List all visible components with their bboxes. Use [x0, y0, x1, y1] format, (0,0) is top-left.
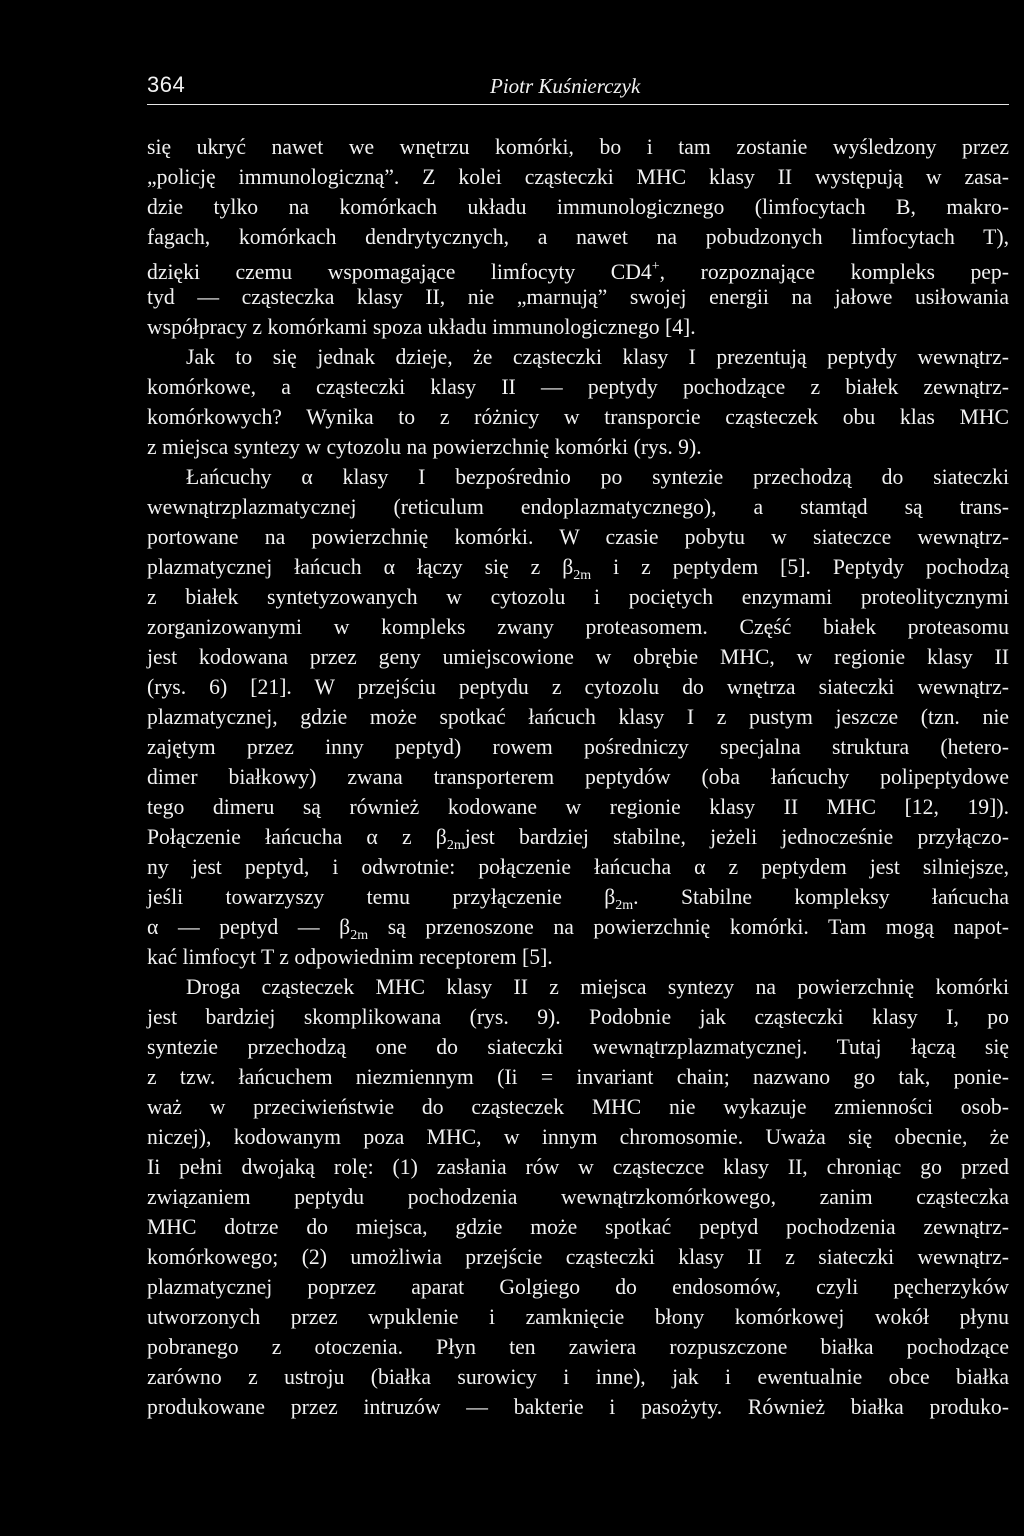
text-fragment: jest bardziej stabilne, jeżeli jednocześnie przyłączo- [464, 825, 1009, 849]
text-line: Łańcuchy α klasy I bezpośrednio po syntezie przechodzą do siateczki [186, 465, 1009, 489]
text-line [147, 822, 1009, 852]
text-line: tyd — cząsteczka klasy II, nie „marnują” swojej energii na jałowe usiłowania [147, 285, 1009, 309]
text-line: „policję immunologiczną”. Z kolei cząsteczki MHC klasy II występują w zasa- [147, 165, 1009, 189]
text-line: komórkowego; (2) umożliwia przejście cząsteczki klasy II z siateczki wewnątrz- [147, 1245, 1009, 1269]
text-fragment: Połączenie łańcucha α z β [147, 825, 447, 849]
text-line: jest bardziej skomplikowana (rys. 9). Podobnie jak cząsteczki klasy I, po [147, 1005, 1009, 1029]
text-line: dimer białkowy) zwana transporterem peptydów (oba łańcuchy polipeptydowe [147, 765, 1009, 789]
text-line: związaniem peptydu pochodzenia wewnątrzkomórkowego, zanim cząsteczka [147, 1185, 1009, 1209]
text-line: utworzonych przez wpuklenie i zamknięcie błony komórkowej wokół płynu [147, 1305, 1009, 1329]
text-fragment: jeśli towarzyszy temu przyłączenie β [147, 885, 616, 909]
text-fragment: , rozpoznające kompleks pep- [659, 260, 1009, 284]
text-line: fagach, komórkach dendrytycznych, a nawet na pobudzonych limfocytach T), [147, 225, 1009, 249]
text-line: niczej), kodowanym poza MHC, w innym chromosomie. Uważa się obecnie, że [147, 1125, 1009, 1149]
text-line: tego dimeru są również kodowane w regionie klasy II MHC [12, 19]). [147, 795, 1009, 819]
text-line: ny jest peptyd, i odwrotnie: połączenie łańcucha α z peptydem jest silniejsze, [147, 855, 1009, 879]
text-line: z białek syntetyzowanych w cytozolu i pociętych enzymami proteolitycznymi [147, 585, 1009, 609]
text-line: Jak to się jednak dzieje, że cząsteczki klasy I prezentują peptydy wewnątrz- [186, 345, 1009, 369]
text-line: jest kodowana przez geny umiejscowione w obrębie MHC, w regionie klasy II [147, 645, 1009, 669]
text-line [147, 552, 1009, 582]
body-text [147, 132, 1009, 1422]
text-line: się ukryć nawet we wnętrzu komórki, bo i tam zostanie wyśledzony przez [147, 135, 1009, 159]
text-fragment: α — peptyd — β [147, 915, 351, 939]
text-line: waż w przeciwieństwie do cząsteczek MHC nie wykazuje zmienności osob- [147, 1095, 1009, 1119]
text-line: MHC dotrze do miejsca, gdzie może spotkać peptyd pochodzenia zewnątrz- [147, 1215, 1009, 1239]
text-fragment: i z peptydem [5]. Peptydy pochodzą [591, 555, 1009, 579]
text-line: Droga cząsteczek MHC klasy II z miejsca syntezy na powierzchnię komórki [186, 975, 1009, 999]
text-line: pobranego z otoczenia. Płyn ten zawiera rozpuszczone białka pochodzące [147, 1335, 1009, 1359]
page-number: 364 [147, 72, 186, 97]
text-line: plazmatycznej, gdzie może spotkać łańcuch klasy I z pustym jeszcze (tzn. nie [147, 705, 1009, 729]
text-line: produkowane przez intruzów — bakterie i pasożyty. Również białka produko- [147, 1395, 1009, 1419]
text-line: zorganizowanymi w kompleks zwany proteasomem. Część białek proteasomu [147, 615, 1009, 639]
text-fragment: dzięki czemu wspomagające limfocyty CD4 [147, 260, 652, 284]
text-line [147, 252, 1009, 282]
text-line: wewnątrzplazmatycznej (reticulum endoplazmatycznego), a stamtąd są trans- [147, 495, 1009, 519]
subscript: 2m [446, 838, 465, 853]
text-fragment: plazmatycznej łańcuch α łączy się z β [147, 555, 574, 579]
subscript: 2m [573, 568, 592, 583]
text-line: zajętym przez inny peptyd) rowem pośredniczy specjalna struktura (hetero- [147, 735, 1009, 759]
text-line: z miejsca syntezy w cytozolu na powierzchnię komórki (rys. 9). [147, 435, 702, 459]
text-line: komórkowe, a cząsteczki klasy II — peptydy pochodzące z białek zewnątrz- [147, 375, 1009, 399]
text-line: zarówno z ustroju (białka surowicy i inne), jak i ewentualnie obce białka [147, 1365, 1009, 1389]
text-line: (rys. 6) [21]. W przejściu peptydu z cytozolu do wnętrza siateczki wewnątrz- [147, 675, 1009, 699]
text-line: kać limfocyt T z odpowiednim receptorem [5]. [147, 945, 553, 969]
text-line: współpracy z komórkami spoza układu immunologicznego [4]. [147, 315, 696, 339]
text-fragment: są przenoszone na powierzchnię komórki. Tam mogą napot- [368, 915, 1009, 939]
running-head-author: Piotr Kuśnierczyk [490, 74, 641, 98]
page-header [147, 70, 1009, 105]
text-line: plazmatycznej poprzez aparat Golgiego do endosomów, czyli pęcherzyków [147, 1275, 1009, 1299]
text-line: komórkowych? Wynika to z różnicy w transporcie cząsteczek obu klas MHC [147, 405, 1009, 429]
text-line: dzie tylko na komórkach układu immunologicznego (limfocytach B, makro- [147, 195, 1009, 219]
subscript: 2m [350, 928, 369, 943]
text-line [147, 882, 1009, 912]
text-line: z tzw. łańcuchem niezmiennym (Ii = invariant chain; nazwano go tak, ponie- [147, 1065, 1009, 1089]
text-line [147, 912, 1009, 942]
text-line: portowane na powierzchnię komórki. W czasie pobytu w siateczce wewnątrz- [147, 525, 1009, 549]
subscript: 2m [615, 898, 634, 913]
superscript: + [651, 259, 660, 274]
text-fragment: . Stabilne kompleksy łańcucha [633, 885, 1009, 909]
text-line: Ii pełni dwojaką rolę: (1) zasłania rów w cząsteczce klasy II, chroniąc go przed [147, 1155, 1009, 1179]
text-line: syntezie przechodzą one do siateczki wewnątrzplazmatycznej. Tutaj łączą się [147, 1035, 1009, 1059]
